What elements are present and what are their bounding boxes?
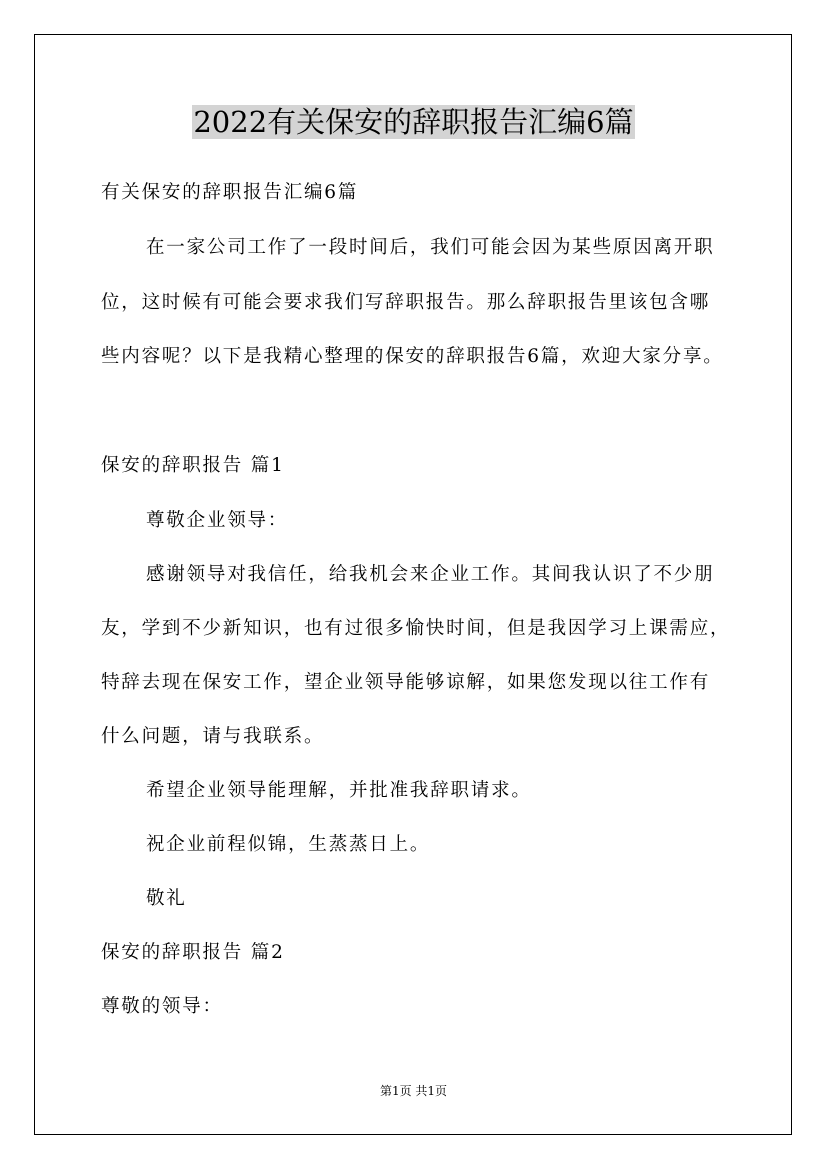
- salutation: 尊敬企业领导：: [146, 510, 289, 531]
- document-title: [0, 102, 827, 142]
- intro-line: 在一家公司工作了一段时间后，我们可能会因为某些原因离开职: [146, 237, 715, 258]
- closing-line: 敬礼: [146, 888, 187, 909]
- body-line: 特辞去现在保安工作，望企业领导能够谅解，如果您发现以往工作有: [101, 672, 711, 693]
- page-footer: 第1页 共1页: [379, 1084, 448, 1098]
- wish-line: 祝企业前程似锦，生蒸蒸日上。: [146, 834, 431, 855]
- intro-line: 些内容呢？以下是我精心整理的保安的辞职报告6篇，欢迎大家分享。: [101, 346, 724, 367]
- section-heading: 保安的辞职报告 篇2: [101, 942, 285, 963]
- request-line: 希望企业领导能理解，并批准我辞职请求。: [146, 780, 532, 801]
- body-line: 感谢领导对我信任，给我机会来企业工作。其间我认识了不少朋: [146, 564, 715, 585]
- body-line: 友，学到不少新知识，也有过很多愉快时间，但是我因学习上课需应，: [101, 618, 731, 639]
- document-title-text: 2022有关保安的辞职报告汇编6篇: [193, 105, 634, 139]
- section-heading: 保安的辞职报告 篇1: [101, 455, 285, 476]
- document-subtitle: 有关保安的辞职报告汇编6篇: [101, 182, 359, 203]
- body-line: 什么问题，请与我联系。: [101, 726, 325, 747]
- intro-line: 位，这时候有可能会要求我们写辞职报告。那么辞职报告里该包含哪: [101, 292, 711, 313]
- salutation: 尊敬的领导：: [101, 996, 223, 1017]
